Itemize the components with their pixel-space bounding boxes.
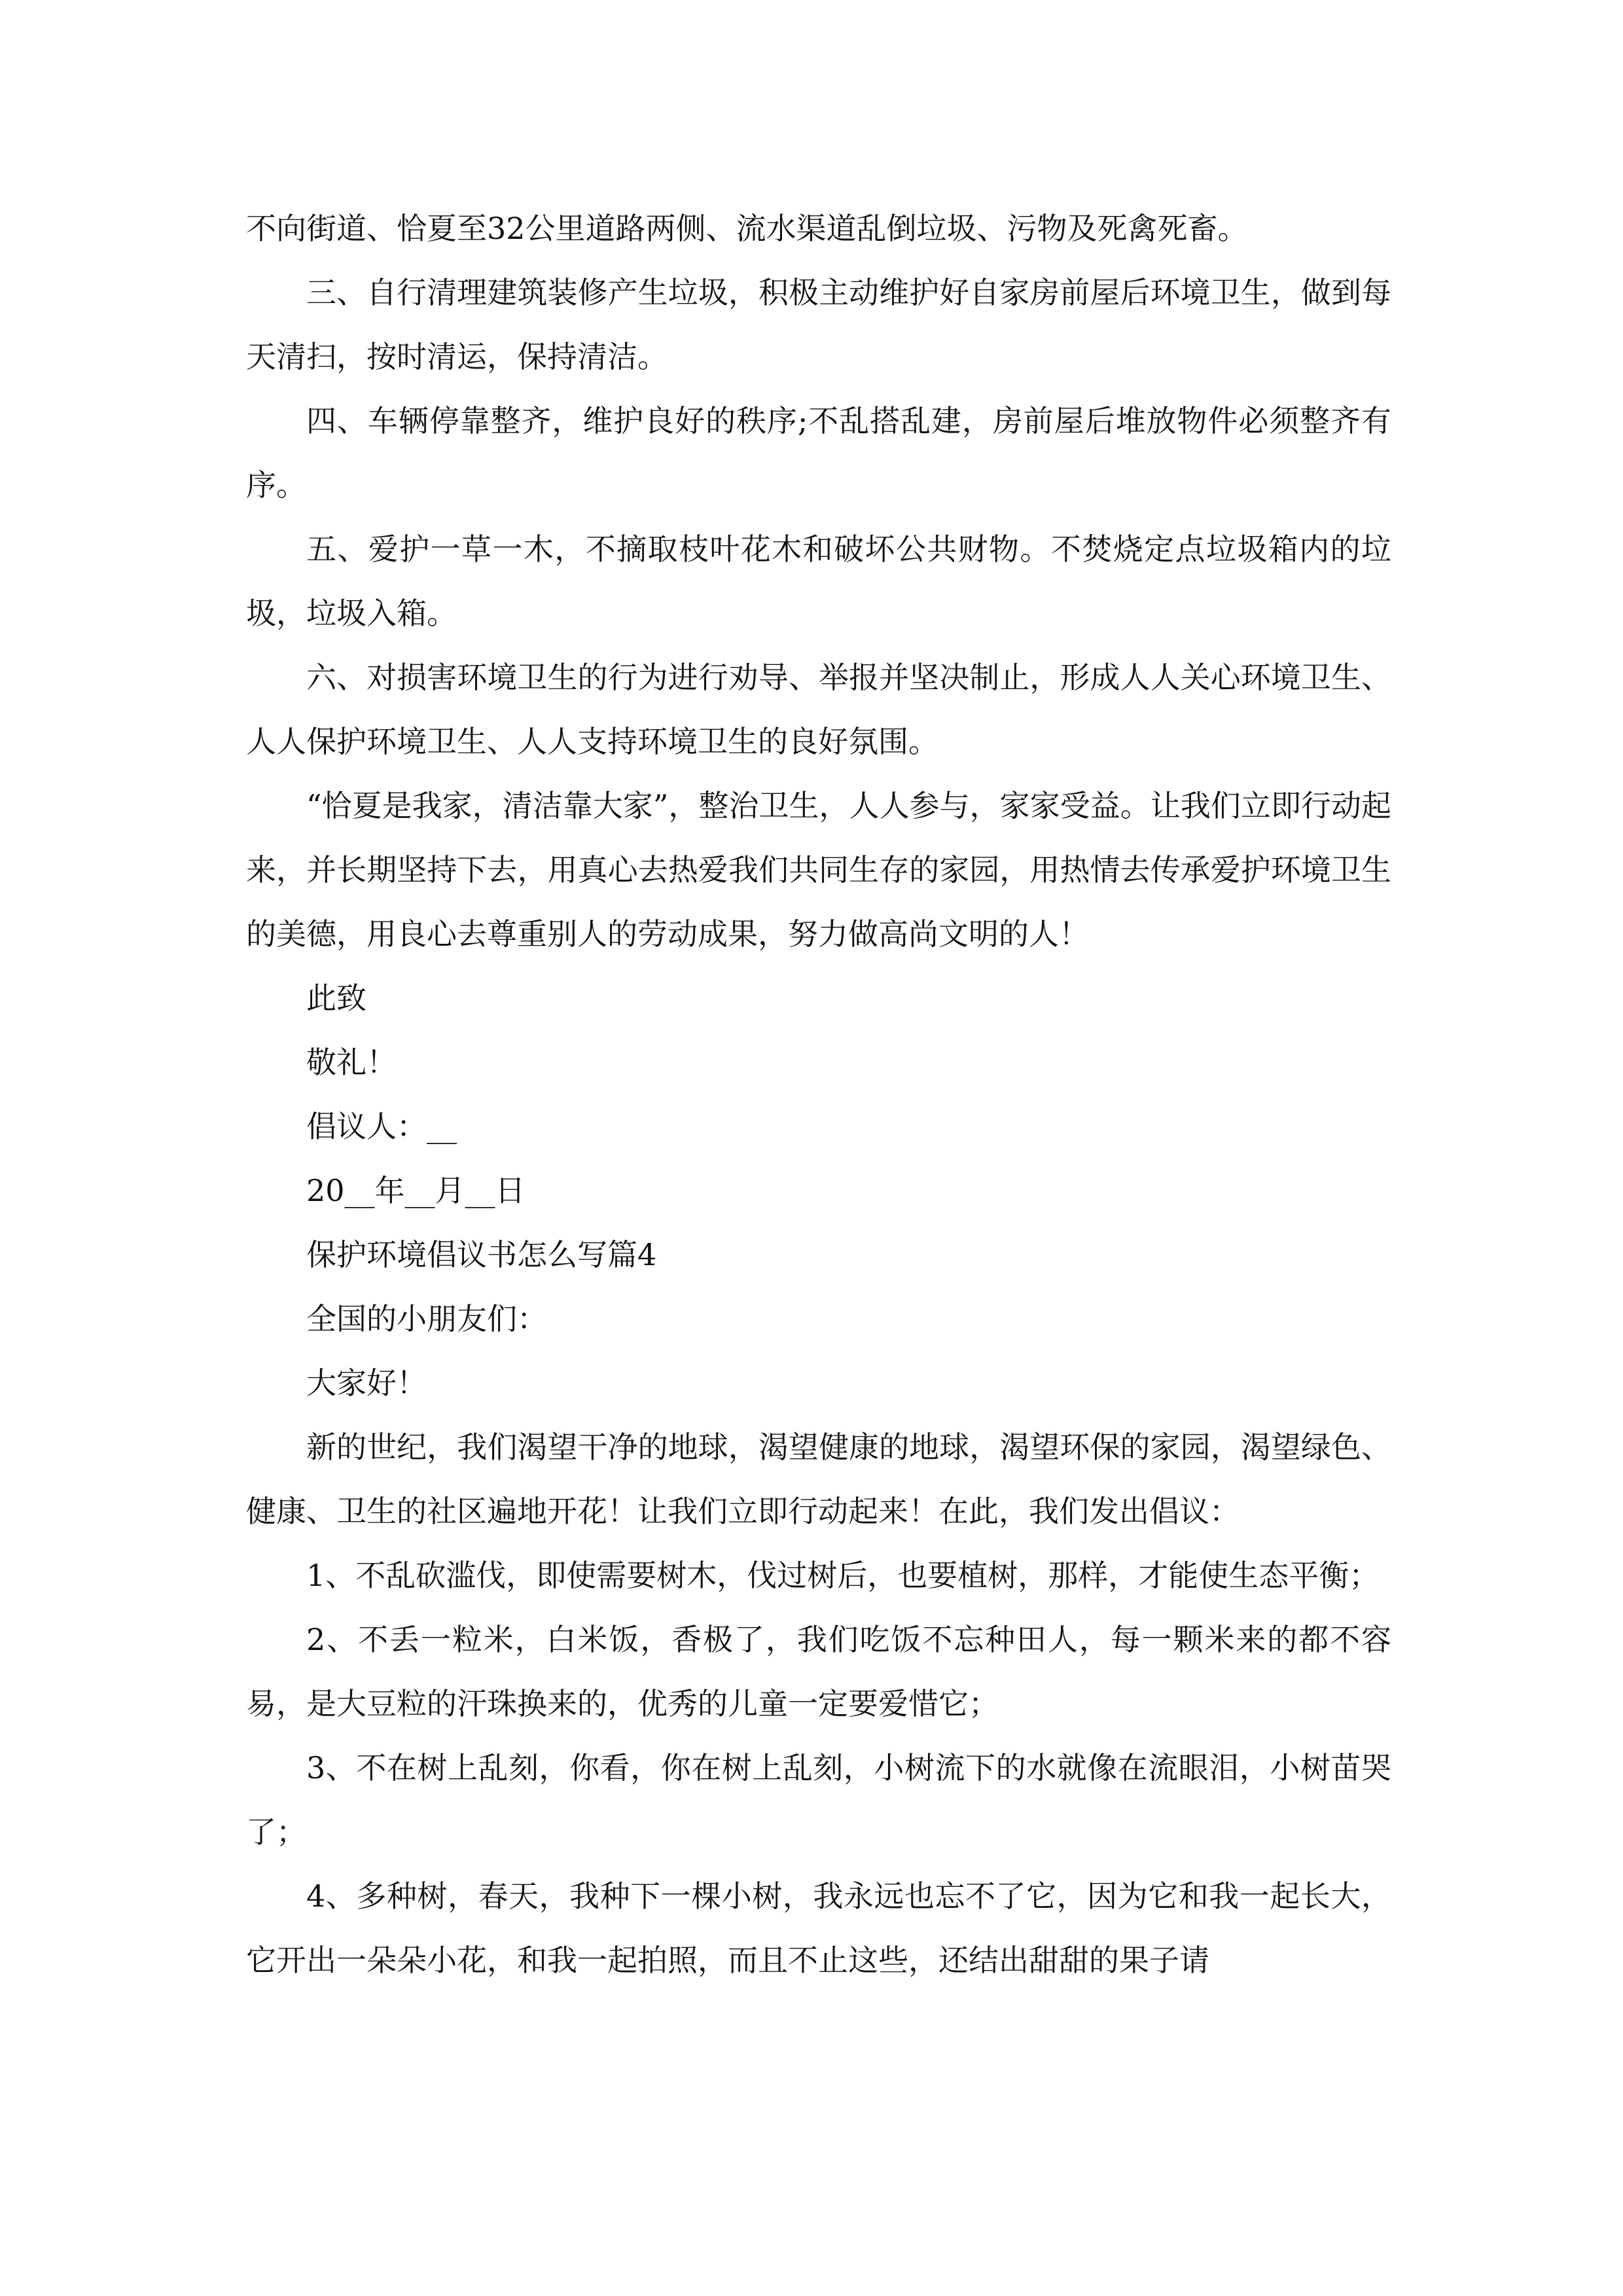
- paragraph-continued: 不向街道、恰夏至32公里道路两侧、流水渠道乱倒垃圾、污物及死禽死畜。: [246, 211, 1248, 246]
- document-body: [246, 196, 1391, 1992]
- section-title: 保护环境倡议书怎么写篇4: [306, 1237, 657, 1272]
- salutation-jingli: 敬礼！: [306, 1045, 397, 1080]
- greeting: 大家好！: [306, 1365, 427, 1401]
- list-item-3: 3、不在树上乱刻，你看，你在树上乱刻，小树流下的水就像在流眼泪，小树苗哭了；: [246, 1750, 1391, 1850]
- paragraph-item-3: 三、自行清理建筑装修产生垃圾，积极主动维护好自家房前屋后环境卫生，做到每天清扫，按时清运，保持清洁。: [246, 275, 1391, 374]
- paragraph-item-4: 四、车辆停靠整齐，维护良好的秩序;不乱搭乱建，房前屋后堆放物件必须整齐有序。: [246, 403, 1391, 503]
- date-line: 20__年__月__日: [306, 1173, 526, 1208]
- addressee: 全国的小朋友们：: [306, 1301, 547, 1336]
- salutation-cizhi: 此致: [306, 980, 366, 1016]
- list-item-1: 1、不乱砍滥伐，即使需要树木，伐过树后，也要植树，那样，才能使生态平衡；: [306, 1558, 1380, 1593]
- paragraph-item-6: 六、对损害环境卫生的行为进行劝导、举报并坚决制止，形成人人关心环境卫生、人人保护环境卫生、人人支持环境卫生的良好氛围。: [246, 660, 1391, 759]
- paragraph-closing-appeal: “恰夏是我家，清洁靠大家”，整治卫生，人人参与，家家受益。让我们立即行动起来，并长期坚持下去，用真心去热爱我们共同生存的家园，用热情去传承爱护环境卫生的美德，用良心去尊重别人的劳动成果，努力做高尚文明的人！: [246, 788, 1391, 952]
- paragraph-item-5: 五、爱护一草一木，不摘取枝叶花木和破坏公共财物。不焚烧定点垃圾箱内的垃圾，垃圾入箱。: [246, 531, 1391, 631]
- paragraph-intro: 新的世纪，我们渴望干净的地球，渴望健康的地球，渴望环保的家园，渴望绿色、健康、卫生的社区遍地开花！让我们立即行动起来！在此，我们发出倡议：: [246, 1429, 1391, 1529]
- list-item-2: 2、不丢一粒米，白米饭，香极了，我们吃饭不忘种田人，每一颗米来的都不容易，是大豆粒的汗珠换来的，优秀的儿童一定要爱惜它；: [246, 1622, 1391, 1721]
- list-item-4: 4、多种树，春天，我种下一棵小树，我永远也忘不了它，因为它和我一起长大，它开出一朵朵小花，和我一起拍照，而且不止这些，还结出甜甜的果子请: [246, 1878, 1391, 1978]
- signature-line: 倡议人：__: [306, 1109, 457, 1144]
